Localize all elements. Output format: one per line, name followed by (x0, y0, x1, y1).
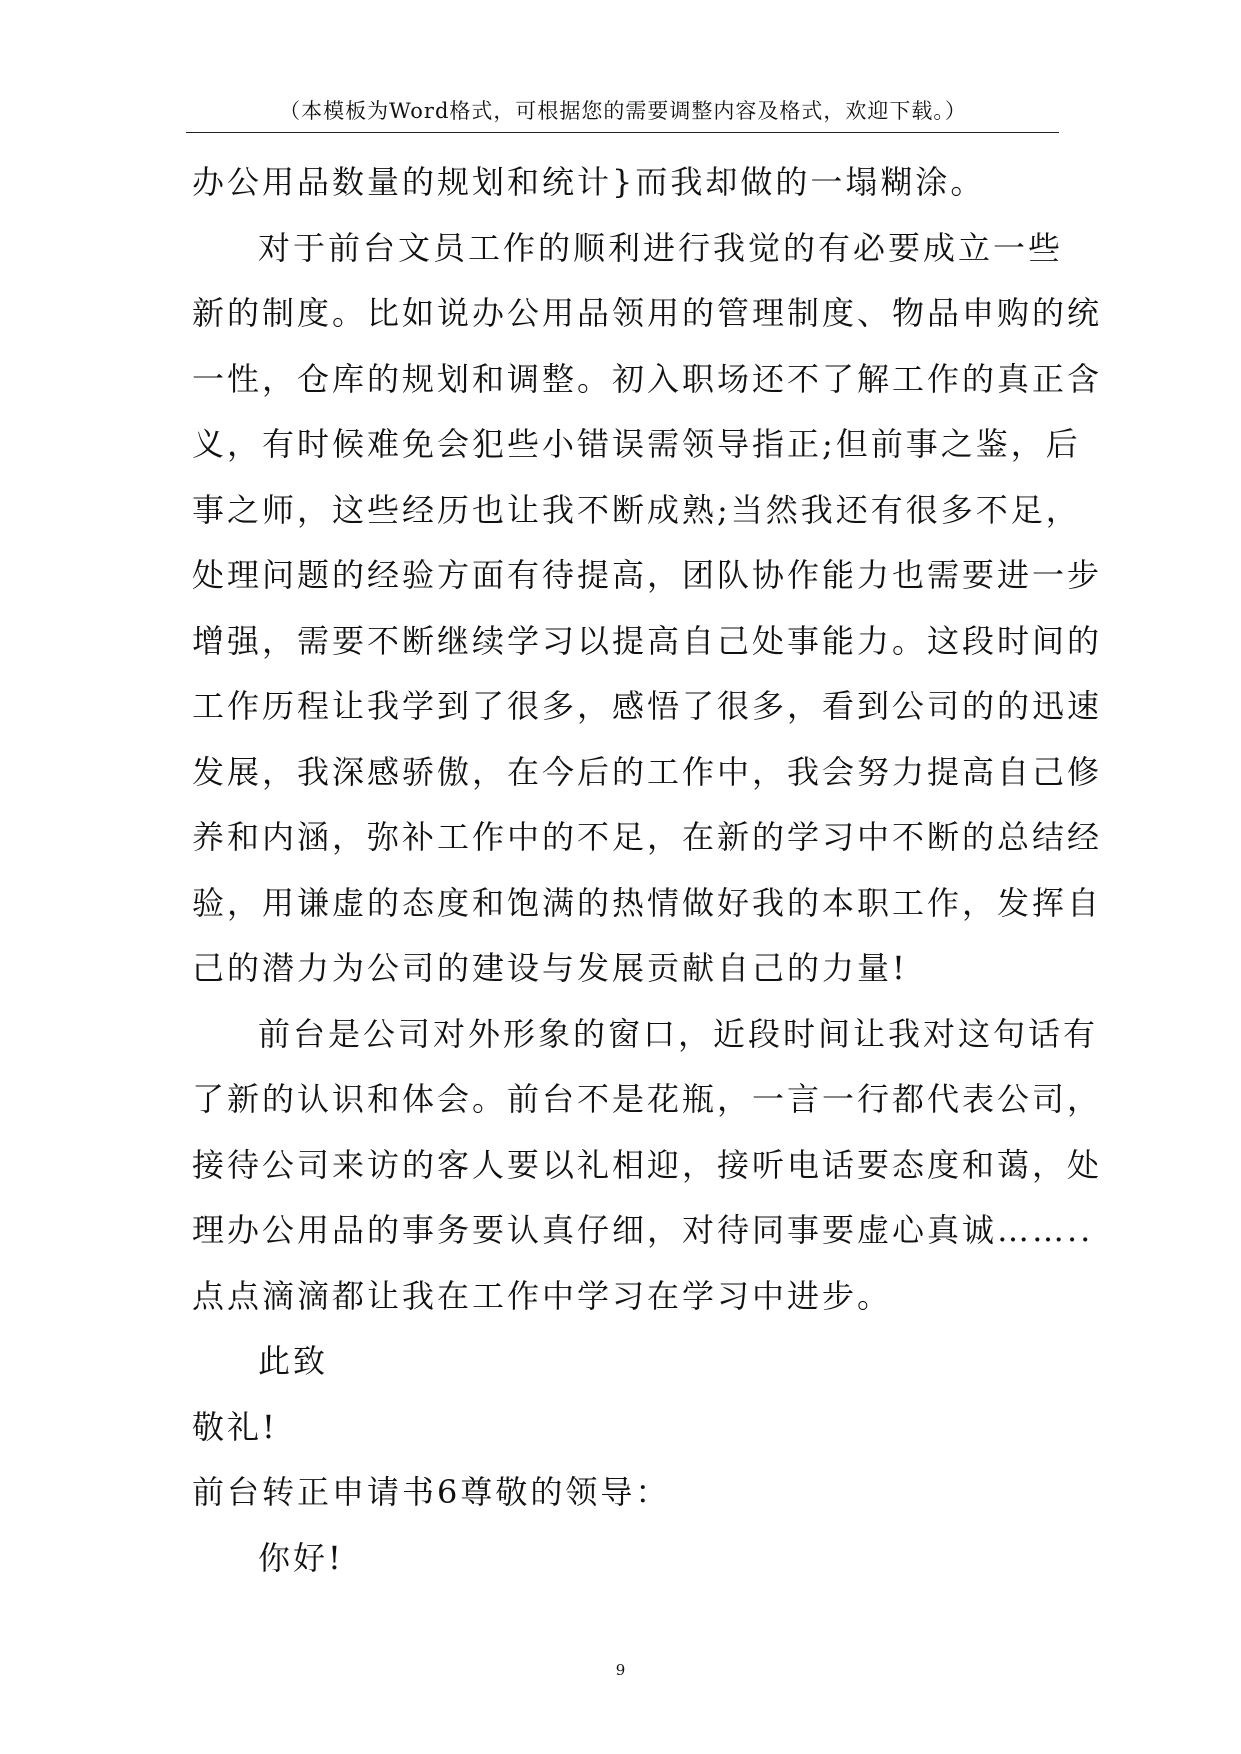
section-heading: 前台转正申请书6尊敬的领导： (192, 1473, 671, 1511)
body-line: 办公用品数量的规划和统计}而我却做的一塌糊涂。 (192, 163, 986, 201)
body-line: 养和内涵，弥补工作中的不足，在新的学习中不断的总结经 (192, 818, 1103, 856)
body-line: 义，有时候难免会犯些小错误需领导指正;但前事之鉴，后 (192, 425, 1081, 463)
document-body (192, 150, 1103, 1591)
body-line: 增强，需要不断继续学习以提高自己处事能力。这段时间的 (192, 621, 1103, 660)
body-line: 事之师，这些经历也让我不断成熟;当然我还有很多不足， (192, 490, 1081, 529)
body-line: 工作历程让我学到了很多，感悟了很多，看到公司的的迅速 (192, 687, 1103, 725)
paragraph-start-line: 前台是公司对外形象的窗口，近段时间让我对这句话有 (258, 1014, 1099, 1053)
header-divider (186, 132, 1059, 133)
paragraph-start-line: 对于前台文员工作的顺利进行我觉的有必要成立一些 (258, 228, 1064, 267)
closing-salutation: 此致 (258, 1342, 329, 1380)
body-line: 己的潜力为公司的建设与发展贡献自己的力量! (192, 949, 908, 987)
body-line: 一性，仓库的规划和调整。初入职场还不了解工作的真正含 (192, 359, 1103, 398)
body-line: 验，用谦虚的态度和饱满的热情做好我的本职工作，发挥自 (192, 883, 1103, 922)
body-line: 了新的认识和体会。前台不是花瓶，一言一行都代表公司， (192, 1080, 1103, 1118)
body-line: 理办公用品的事务要认真仔细，对待同事要虚心真诚…….. (192, 1211, 1094, 1249)
body-line: 发展，我深感骄傲，在今后的工作中，我会努力提高自己修 (192, 752, 1103, 791)
page-header: （本模板为Word格式，可根据您的需要调整内容及格式，欢迎下载。） (279, 99, 967, 123)
body-line: 点点滴滴都让我在工作中学习在学习中进步。 (192, 1276, 893, 1315)
greeting-line: 你好! (258, 1538, 344, 1577)
closing-regards: 敬礼! (192, 1407, 278, 1446)
body-line: 新的制度。比如说办公用品领用的管理制度、物品申购的统 (192, 294, 1103, 332)
body-line: 接待公司来访的客人要以礼相迎，接听电话要态度和蔼，处 (192, 1145, 1103, 1184)
body-line: 处理问题的经验方面有待提高，团队协作能力也需要进一步 (192, 556, 1103, 594)
page-number: 9 (615, 1661, 626, 1679)
